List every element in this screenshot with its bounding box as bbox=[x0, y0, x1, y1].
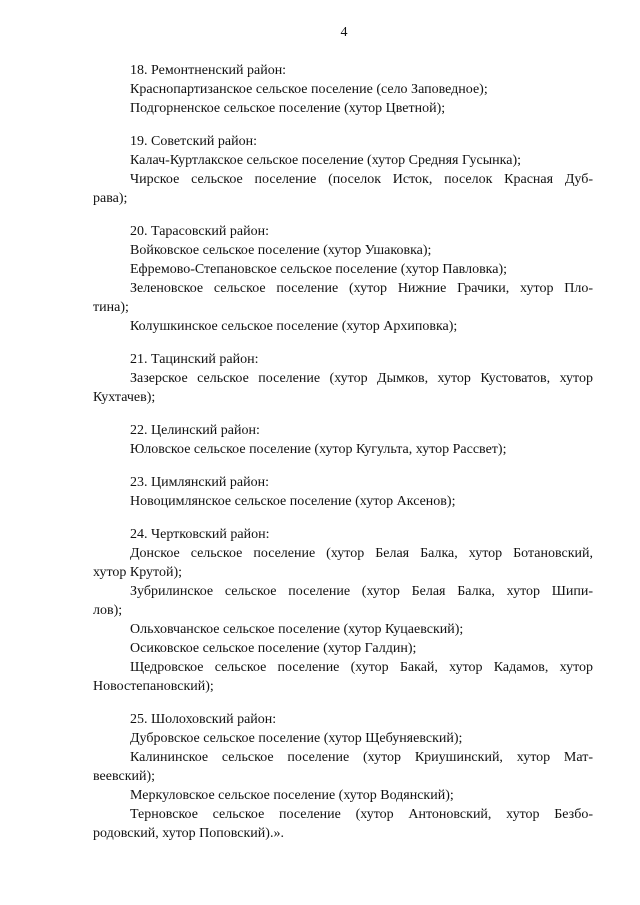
settlement-line: Войковское сельское поселение (хутор Ушаковка); bbox=[130, 243, 432, 258]
settlement-line: Новостепановский); bbox=[93, 679, 214, 694]
settlement-line: Новоцимлянское сельское поселение (хутор Аксенов); bbox=[130, 494, 456, 509]
settlement-line: Донское сельское поселение (хутор Белая Балка, хутор Ботановский, bbox=[130, 546, 593, 561]
district-heading: 22. Целинский район: bbox=[130, 423, 260, 438]
settlement-line: рава); bbox=[93, 191, 128, 206]
district-section bbox=[93, 132, 593, 208]
district-section bbox=[93, 473, 593, 511]
settlement-line: лов); bbox=[93, 603, 123, 618]
settlement-line: Чирское сельское поселение (поселок Исток, поселок Красная Дуб- bbox=[130, 172, 593, 187]
settlement-line: Зеленовское сельское поселение (хутор Нижние Грачики, хутор Пло- bbox=[130, 281, 593, 296]
district-section bbox=[93, 350, 593, 407]
settlement-line: Дубровское сельское поселение (хутор Щебуняевский); bbox=[130, 731, 463, 746]
district-section bbox=[93, 525, 593, 696]
settlement-line: хутор Крутой); bbox=[93, 565, 183, 580]
district-heading: 24. Чертковский район: bbox=[130, 527, 270, 542]
settlement-line: Кухтачев); bbox=[93, 390, 156, 405]
settlement-line: Терновское сельское поселение (хутор Антоновский, хутор Безбо- bbox=[130, 807, 593, 822]
settlement-line: веевский); bbox=[93, 769, 156, 784]
document-body bbox=[93, 61, 593, 857]
settlement-line: Подгорненское сельское поселение (хутор Цветной); bbox=[130, 101, 446, 116]
district-section bbox=[93, 222, 593, 336]
settlement-line: Зубрилинское сельское поселение (хутор Белая Балка, хутор Шипи- bbox=[130, 584, 593, 599]
district-section bbox=[93, 61, 593, 118]
district-heading: 20. Тарасовский район: bbox=[130, 224, 269, 239]
district-heading: 18. Ремонтненский район: bbox=[130, 63, 287, 78]
settlement-line: Колушкинское сельское поселение (хутор Архиповка); bbox=[130, 319, 458, 334]
settlement-line: Калач-Куртлакское сельское поселение (хутор Средняя Гусынка); bbox=[130, 153, 521, 168]
settlement-line: Краснопартизанское сельское поселение (село Заповедное); bbox=[130, 82, 488, 97]
page-number: 4 bbox=[340, 25, 348, 40]
settlement-line: Ольховчанское сельское поселение (хутор Куцаевский); bbox=[130, 622, 464, 637]
district-section bbox=[93, 421, 593, 459]
district-heading: 19. Советский район: bbox=[130, 134, 257, 149]
district-heading: 25. Шолоховский район: bbox=[130, 712, 277, 727]
settlement-line: Осиковское сельское поселение (хутор Галдин); bbox=[130, 641, 417, 656]
settlement-line: Юловское сельское поселение (хутор Кугульта, хутор Рассвет); bbox=[130, 442, 507, 457]
district-heading: 23. Цимлянский район: bbox=[130, 475, 269, 490]
settlement-line: родовский, хутор Поповский).». bbox=[93, 826, 284, 841]
settlement-line: Калининское сельское поселение (хутор Криушинский, хутор Мат- bbox=[130, 750, 593, 765]
settlement-line: Меркуловское сельское поселение (хутор Водянский); bbox=[130, 788, 454, 803]
district-heading: 21. Тацинский район: bbox=[130, 352, 259, 367]
district-section bbox=[93, 710, 593, 843]
settlement-line: Ефремово-Степановское сельское поселение (хутор Павловка); bbox=[130, 262, 508, 277]
settlement-line: Щедровское сельское поселение (хутор Бакай, хутор Кадамов, хутор bbox=[130, 660, 593, 675]
settlement-line: тина); bbox=[93, 300, 129, 315]
settlement-line: Зазерское сельское поселение (хутор Дымков, хутор Кустоватов, хутор bbox=[130, 371, 593, 386]
